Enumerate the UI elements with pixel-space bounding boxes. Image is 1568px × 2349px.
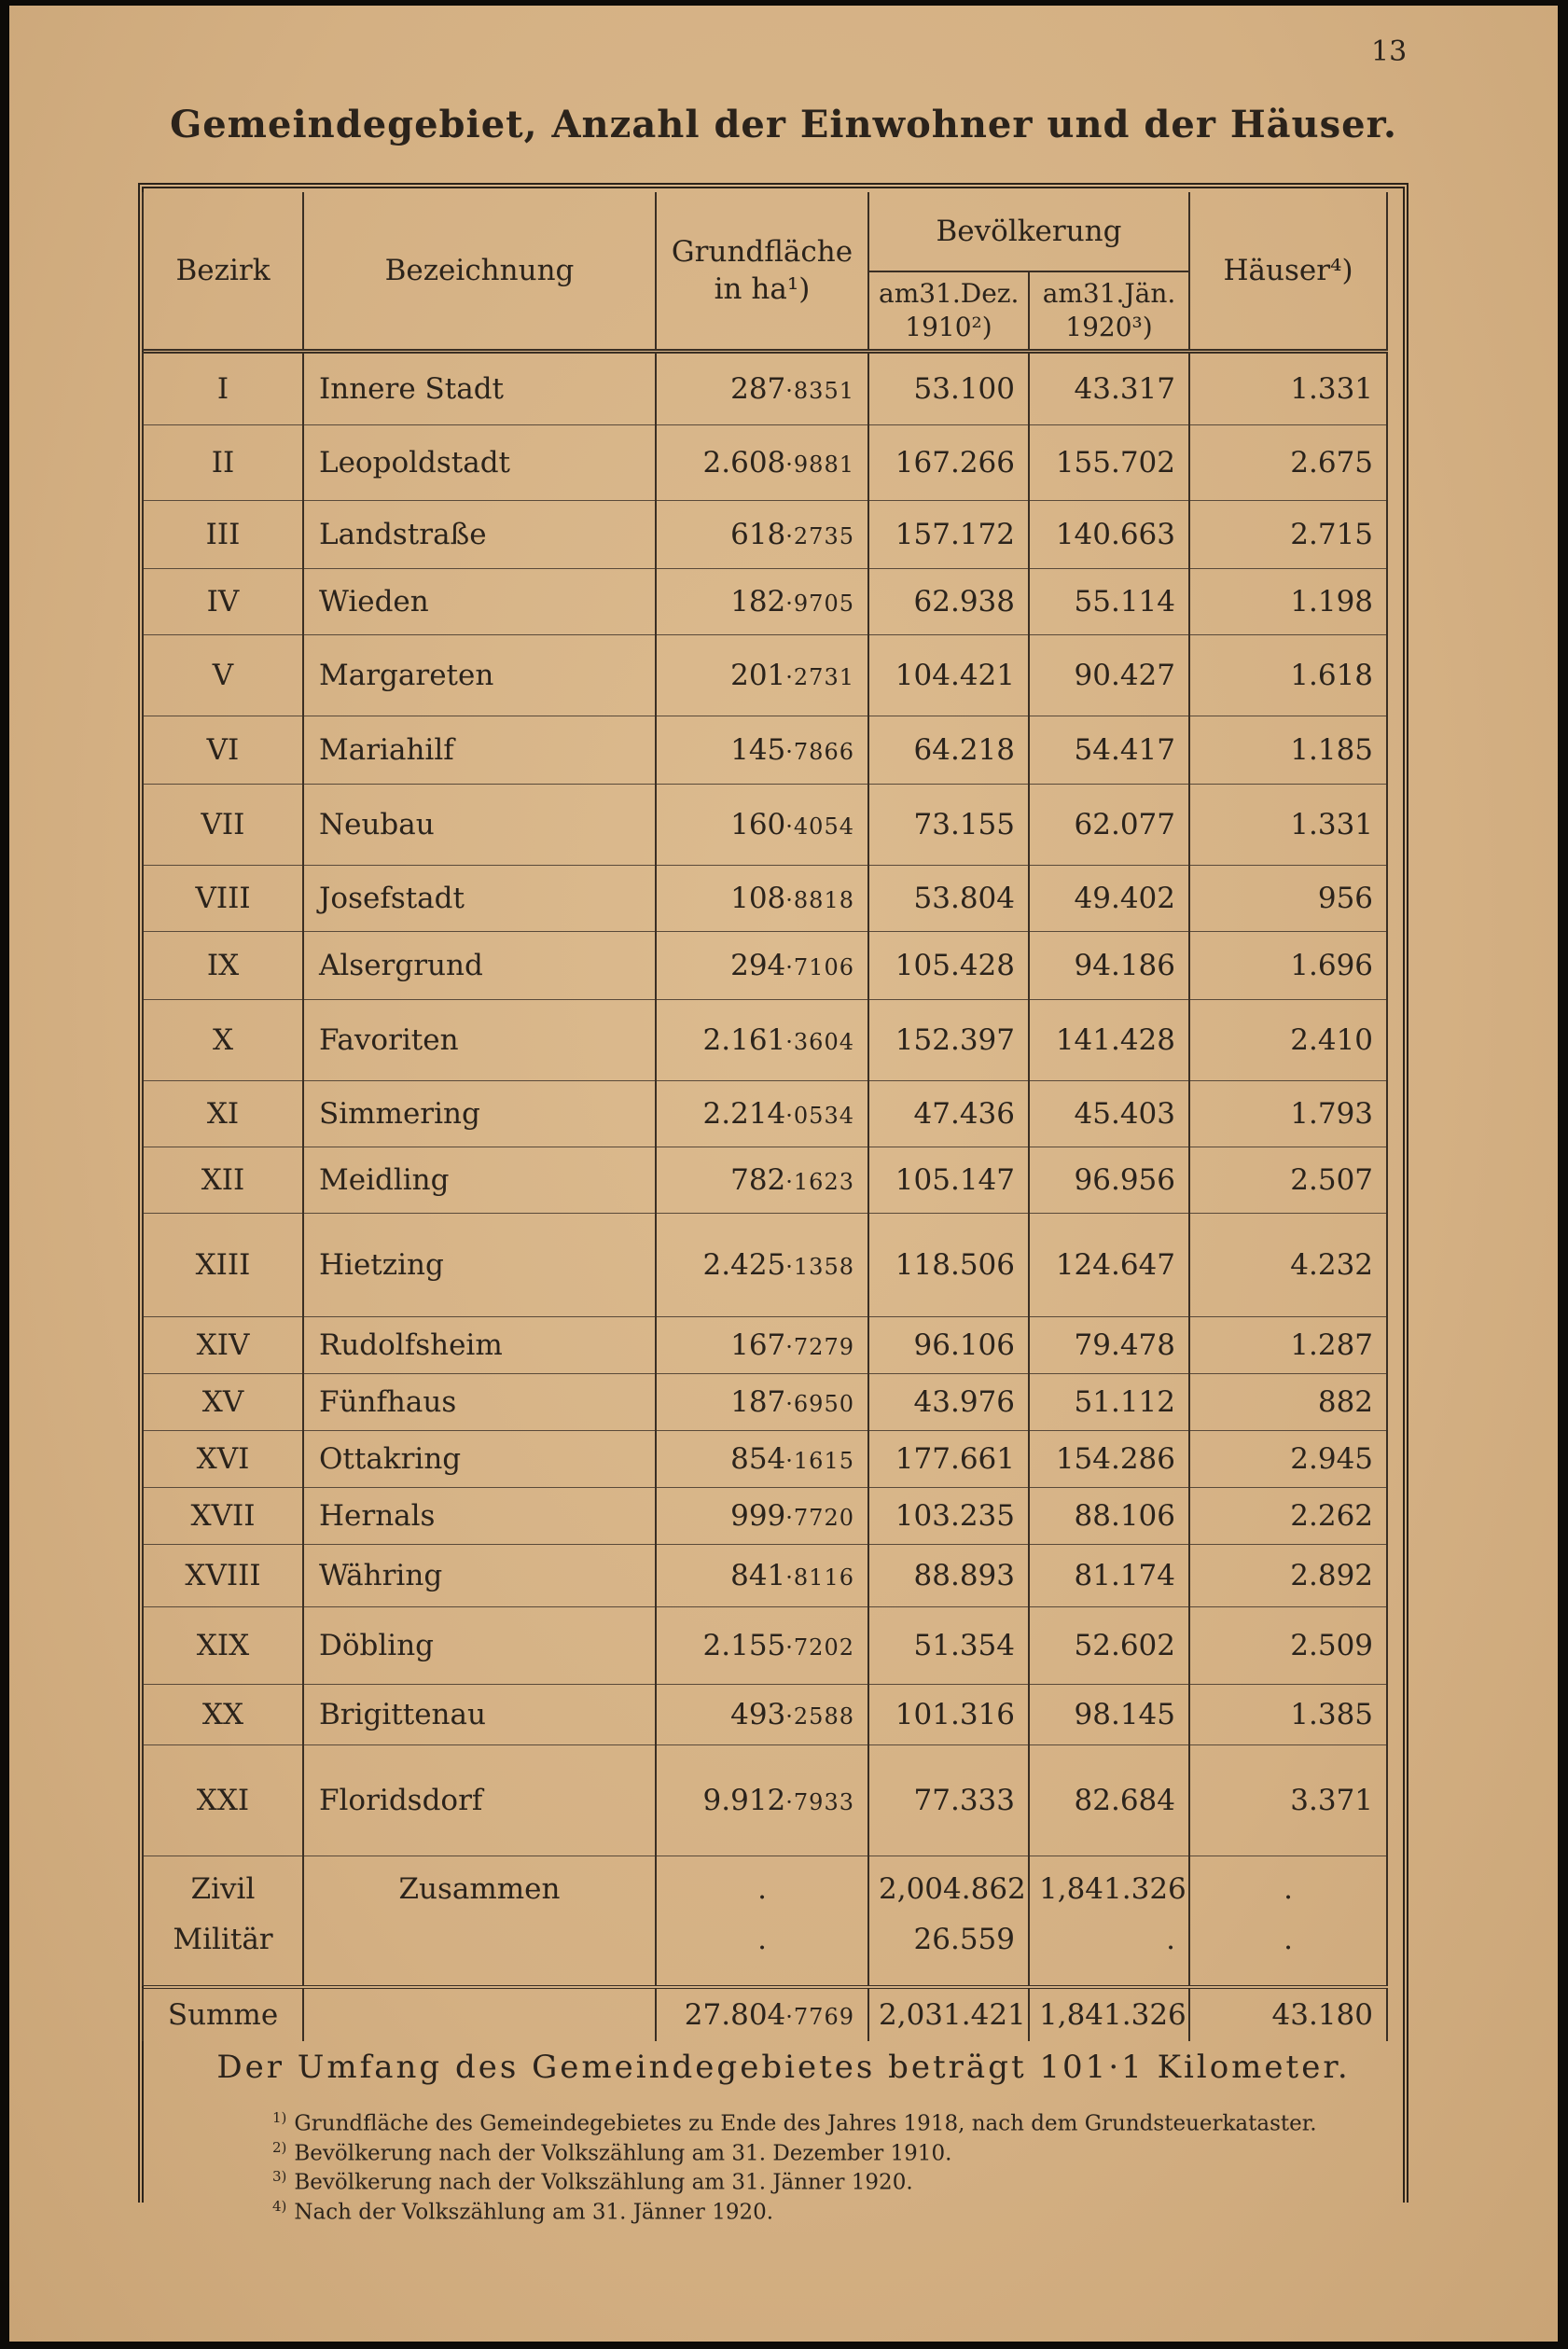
district-name: Mariahilf <box>303 716 656 785</box>
table-row <box>143 501 1387 569</box>
summe-empty <box>303 1987 656 2041</box>
summe-pop1920: 1,841.326 <box>1029 1987 1189 2041</box>
district-area: 167·7279 <box>656 1317 868 1374</box>
district-area: 2.425·1358 <box>656 1214 868 1317</box>
district-pop1910: 43.976 <box>868 1374 1029 1431</box>
district-name: Hietzing <box>303 1214 656 1317</box>
district-pop1920: 82.684 <box>1029 1745 1189 1856</box>
table-row <box>143 1745 1387 1856</box>
district-area: 9.912·7933 <box>656 1745 868 1856</box>
district-houses: 1.331 <box>1189 352 1387 425</box>
district-pop1920: 54.417 <box>1029 716 1189 785</box>
header-bevoelkerung: Bevölkerung <box>868 192 1189 271</box>
district-area: 841·8116 <box>656 1545 868 1607</box>
table-row <box>143 425 1387 501</box>
district-name: Brigittenau <box>303 1685 656 1745</box>
district-pop1920: 94.186 <box>1029 932 1189 1000</box>
district-area: 618·2735 <box>656 501 868 569</box>
district-pop1920: 62.077 <box>1029 785 1189 866</box>
table-row <box>143 352 1387 425</box>
district-number: VI <box>143 716 303 785</box>
district-pop1910: 118.506 <box>868 1214 1029 1317</box>
district-pop1920: 43.317 <box>1029 352 1189 425</box>
footnote: $^{4)}$ Nach der Volkszählung am 31. Jänner 1920. <box>272 2197 774 2225</box>
district-pop1920: 124.647 <box>1029 1214 1189 1317</box>
district-pop1920: 141.428 <box>1029 1000 1189 1081</box>
district-pop1910: 73.155 <box>868 785 1029 866</box>
district-pop1910: 167.266 <box>868 425 1029 501</box>
header-dez-1910: am31.Dez. 1910²) <box>868 271 1029 352</box>
district-number: XV <box>143 1374 303 1431</box>
district-pop1920: 79.478 <box>1029 1317 1189 1374</box>
district-pop1910: 157.172 <box>868 501 1029 569</box>
district-name: Landstraße <box>303 501 656 569</box>
district-area: 782·1623 <box>656 1147 868 1214</box>
table-row <box>143 569 1387 635</box>
district-number: IX <box>143 932 303 1000</box>
district-name: Wieden <box>303 569 656 635</box>
district-pop1910: 103.235 <box>868 1488 1029 1545</box>
district-houses: 2.715 <box>1189 501 1387 569</box>
footnotes <box>272 2106 1317 2225</box>
district-name: Floridsdorf <box>303 1745 656 1856</box>
header-bezirk: Bezirk <box>143 192 303 352</box>
zivil-militaer-label: Zivil Militär <box>143 1856 303 1988</box>
zivil-pop1920: 1,841.326 . <box>1029 1856 1189 1988</box>
district-number: VIII <box>143 866 303 932</box>
district-pop1910: 104.421 <box>868 635 1029 716</box>
summe-row <box>143 1987 1387 2041</box>
district-houses: 1.696 <box>1189 932 1387 1000</box>
table-body <box>143 352 1387 2042</box>
district-pop1910: 53.804 <box>868 866 1029 932</box>
footnote: $^{1)}$ Grundfläche des Gemeindegebietes zu Ende des Jahres 1918, nach dem Grundsteuerkataster. <box>272 2109 1317 2136</box>
table-row <box>143 1488 1387 1545</box>
district-name: Währing <box>303 1545 656 1607</box>
district-pop1920: 98.145 <box>1029 1685 1189 1745</box>
district-houses: 2.892 <box>1189 1545 1387 1607</box>
district-houses: 2.262 <box>1189 1488 1387 1545</box>
district-houses: 1.618 <box>1189 635 1387 716</box>
header-jaen-1920: am31.Jän. 1920³) <box>1029 271 1189 352</box>
summe-area: 27.804·7769 <box>656 1987 868 2041</box>
table-row <box>143 635 1387 716</box>
district-pop1920: 55.114 <box>1029 569 1189 635</box>
district-area: 145·7866 <box>656 716 868 785</box>
summe-houses: 43.180 <box>1189 1987 1387 2041</box>
header-grundflaeche: Grundfläche in ha¹) <box>656 192 868 352</box>
header-bezeichnung: Bezeichnung <box>303 192 656 352</box>
district-houses: 3.371 <box>1189 1745 1387 1856</box>
footnote: $^{3)}$ Bevölkerung nach der Volkszählung am 31. Jänner 1920. <box>272 2168 913 2195</box>
zivil-militaer-row <box>143 1856 1387 1988</box>
district-area: 2.214·0534 <box>656 1081 868 1147</box>
district-pop1920: 140.663 <box>1029 501 1189 569</box>
district-table <box>142 192 1388 2041</box>
zivil-pop1910: 2,004.862 26.559 <box>868 1856 1029 1988</box>
district-name: Alsergrund <box>303 932 656 1000</box>
table-row <box>143 785 1387 866</box>
district-pop1920: 81.174 <box>1029 1545 1189 1607</box>
district-number: III <box>143 501 303 569</box>
district-number: I <box>143 352 303 425</box>
district-name: Meidling <box>303 1147 656 1214</box>
district-area: 294·7106 <box>656 932 868 1000</box>
district-pop1910: 105.147 <box>868 1147 1029 1214</box>
district-pop1910: 77.333 <box>868 1745 1029 1856</box>
district-area: 187·6950 <box>656 1374 868 1431</box>
district-pop1910: 62.938 <box>868 569 1029 635</box>
district-pop1910: 47.436 <box>868 1081 1029 1147</box>
district-name: Döbling <box>303 1607 656 1685</box>
table-row <box>143 1685 1387 1745</box>
district-area: 160·4054 <box>656 785 868 866</box>
district-houses: 2.507 <box>1189 1147 1387 1214</box>
district-houses: 1.198 <box>1189 569 1387 635</box>
district-number: II <box>143 425 303 501</box>
district-houses: 1.185 <box>1189 716 1387 785</box>
district-pop1920: 52.602 <box>1029 1607 1189 1685</box>
table-row <box>143 1374 1387 1431</box>
table-row <box>143 1000 1387 1081</box>
district-number: V <box>143 635 303 716</box>
district-pop1910: 152.397 <box>868 1000 1029 1081</box>
district-pop1920: 90.427 <box>1029 635 1189 716</box>
district-name: Neubau <box>303 785 656 866</box>
district-name: Margareten <box>303 635 656 716</box>
district-area: 108·8818 <box>656 866 868 932</box>
district-pop1910: 53.100 <box>868 352 1029 425</box>
table-row <box>143 1147 1387 1214</box>
district-name: Innere Stadt <box>303 352 656 425</box>
page-title: Gemeindegebiet, Anzahl der Einwohner und der Häuser. <box>170 103 1397 146</box>
district-pop1910: 64.218 <box>868 716 1029 785</box>
district-area: 201·2731 <box>656 635 868 716</box>
district-name: Simmering <box>303 1081 656 1147</box>
district-number: XIV <box>143 1317 303 1374</box>
table-row <box>143 1214 1387 1317</box>
district-name: Rudolfsheim <box>303 1317 656 1374</box>
zivil-houses: . . <box>1189 1856 1387 1988</box>
district-area: 2.608·9881 <box>656 425 868 501</box>
table-row <box>143 716 1387 785</box>
district-pop1910: 88.893 <box>868 1545 1029 1607</box>
district-name: Favoriten <box>303 1000 656 1081</box>
table-row <box>143 1431 1387 1488</box>
district-pop1920: 155.702 <box>1029 425 1189 501</box>
district-pop1910: 96.106 <box>868 1317 1029 1374</box>
district-area: 182·9705 <box>656 569 868 635</box>
district-area: 999·7720 <box>656 1488 868 1545</box>
district-number: VII <box>143 785 303 866</box>
table-row <box>143 866 1387 932</box>
district-area: 854·1615 <box>656 1431 868 1488</box>
district-area: 287·8351 <box>656 352 868 425</box>
district-houses: 1.385 <box>1189 1685 1387 1745</box>
district-number: XI <box>143 1081 303 1147</box>
district-pop1920: 88.106 <box>1029 1488 1189 1545</box>
table-row <box>143 1317 1387 1374</box>
summe-label: Summe <box>143 1987 303 2041</box>
district-number: XIII <box>143 1214 303 1317</box>
district-pop1910: 105.428 <box>868 932 1029 1000</box>
district-number: X <box>143 1000 303 1081</box>
district-pop1920: 96.956 <box>1029 1147 1189 1214</box>
district-pop1920: 154.286 <box>1029 1431 1189 1488</box>
district-pop1920: 51.112 <box>1029 1374 1189 1431</box>
district-houses: 1.793 <box>1189 1081 1387 1147</box>
district-number: XVIII <box>143 1545 303 1607</box>
district-pop1920: 45.403 <box>1029 1081 1189 1147</box>
district-houses: 2.945 <box>1189 1431 1387 1488</box>
summe-pop1910: 2,031.421 <box>868 1987 1029 2041</box>
zivil-area: . . <box>656 1856 868 1988</box>
district-houses: 2.509 <box>1189 1607 1387 1685</box>
district-name: Josefstadt <box>303 866 656 932</box>
district-number: XXI <box>143 1745 303 1856</box>
district-houses: 2.675 <box>1189 425 1387 501</box>
district-pop1910: 101.316 <box>868 1685 1029 1745</box>
district-houses: 882 <box>1189 1374 1387 1431</box>
district-number: XX <box>143 1685 303 1745</box>
header-haeuser: Häuser⁴) <box>1189 192 1387 352</box>
district-houses: 2.410 <box>1189 1000 1387 1081</box>
district-pop1910: 51.354 <box>868 1607 1029 1685</box>
district-houses: 1.331 <box>1189 785 1387 866</box>
district-area: 2.161·3604 <box>656 1000 868 1081</box>
table-row <box>143 1545 1387 1607</box>
district-name: Fünfhaus <box>303 1374 656 1431</box>
district-area: 2.155·7202 <box>656 1607 868 1685</box>
table-row <box>143 1607 1387 1685</box>
district-name: Hernals <box>303 1488 656 1545</box>
perimeter-note: Der Umfang des Gemeindegebietes beträgt 101·1 Kilometer. <box>216 2049 1351 2086</box>
district-houses: 956 <box>1189 866 1387 932</box>
district-number: XVII <box>143 1488 303 1545</box>
district-houses: 4.232 <box>1189 1214 1387 1317</box>
page-number: 13 <box>1371 35 1408 68</box>
district-number: XIX <box>143 1607 303 1685</box>
district-number: IV <box>143 569 303 635</box>
district-houses: 1.287 <box>1189 1317 1387 1374</box>
district-number: XVI <box>143 1431 303 1488</box>
district-area: 493·2588 <box>656 1685 868 1745</box>
district-name: Ottakring <box>303 1431 656 1488</box>
district-pop1910: 177.661 <box>868 1431 1029 1488</box>
zusammen-label: Zusammen <box>303 1856 656 1988</box>
footnote: $^{2)}$ Bevölkerung nach der Volkszählung am 31. Dezember 1910. <box>272 2138 952 2166</box>
district-pop1920: 49.402 <box>1029 866 1189 932</box>
table-row <box>143 1081 1387 1147</box>
district-number: XII <box>143 1147 303 1214</box>
district-name: Leopoldstadt <box>303 425 656 501</box>
table-row <box>143 932 1387 1000</box>
